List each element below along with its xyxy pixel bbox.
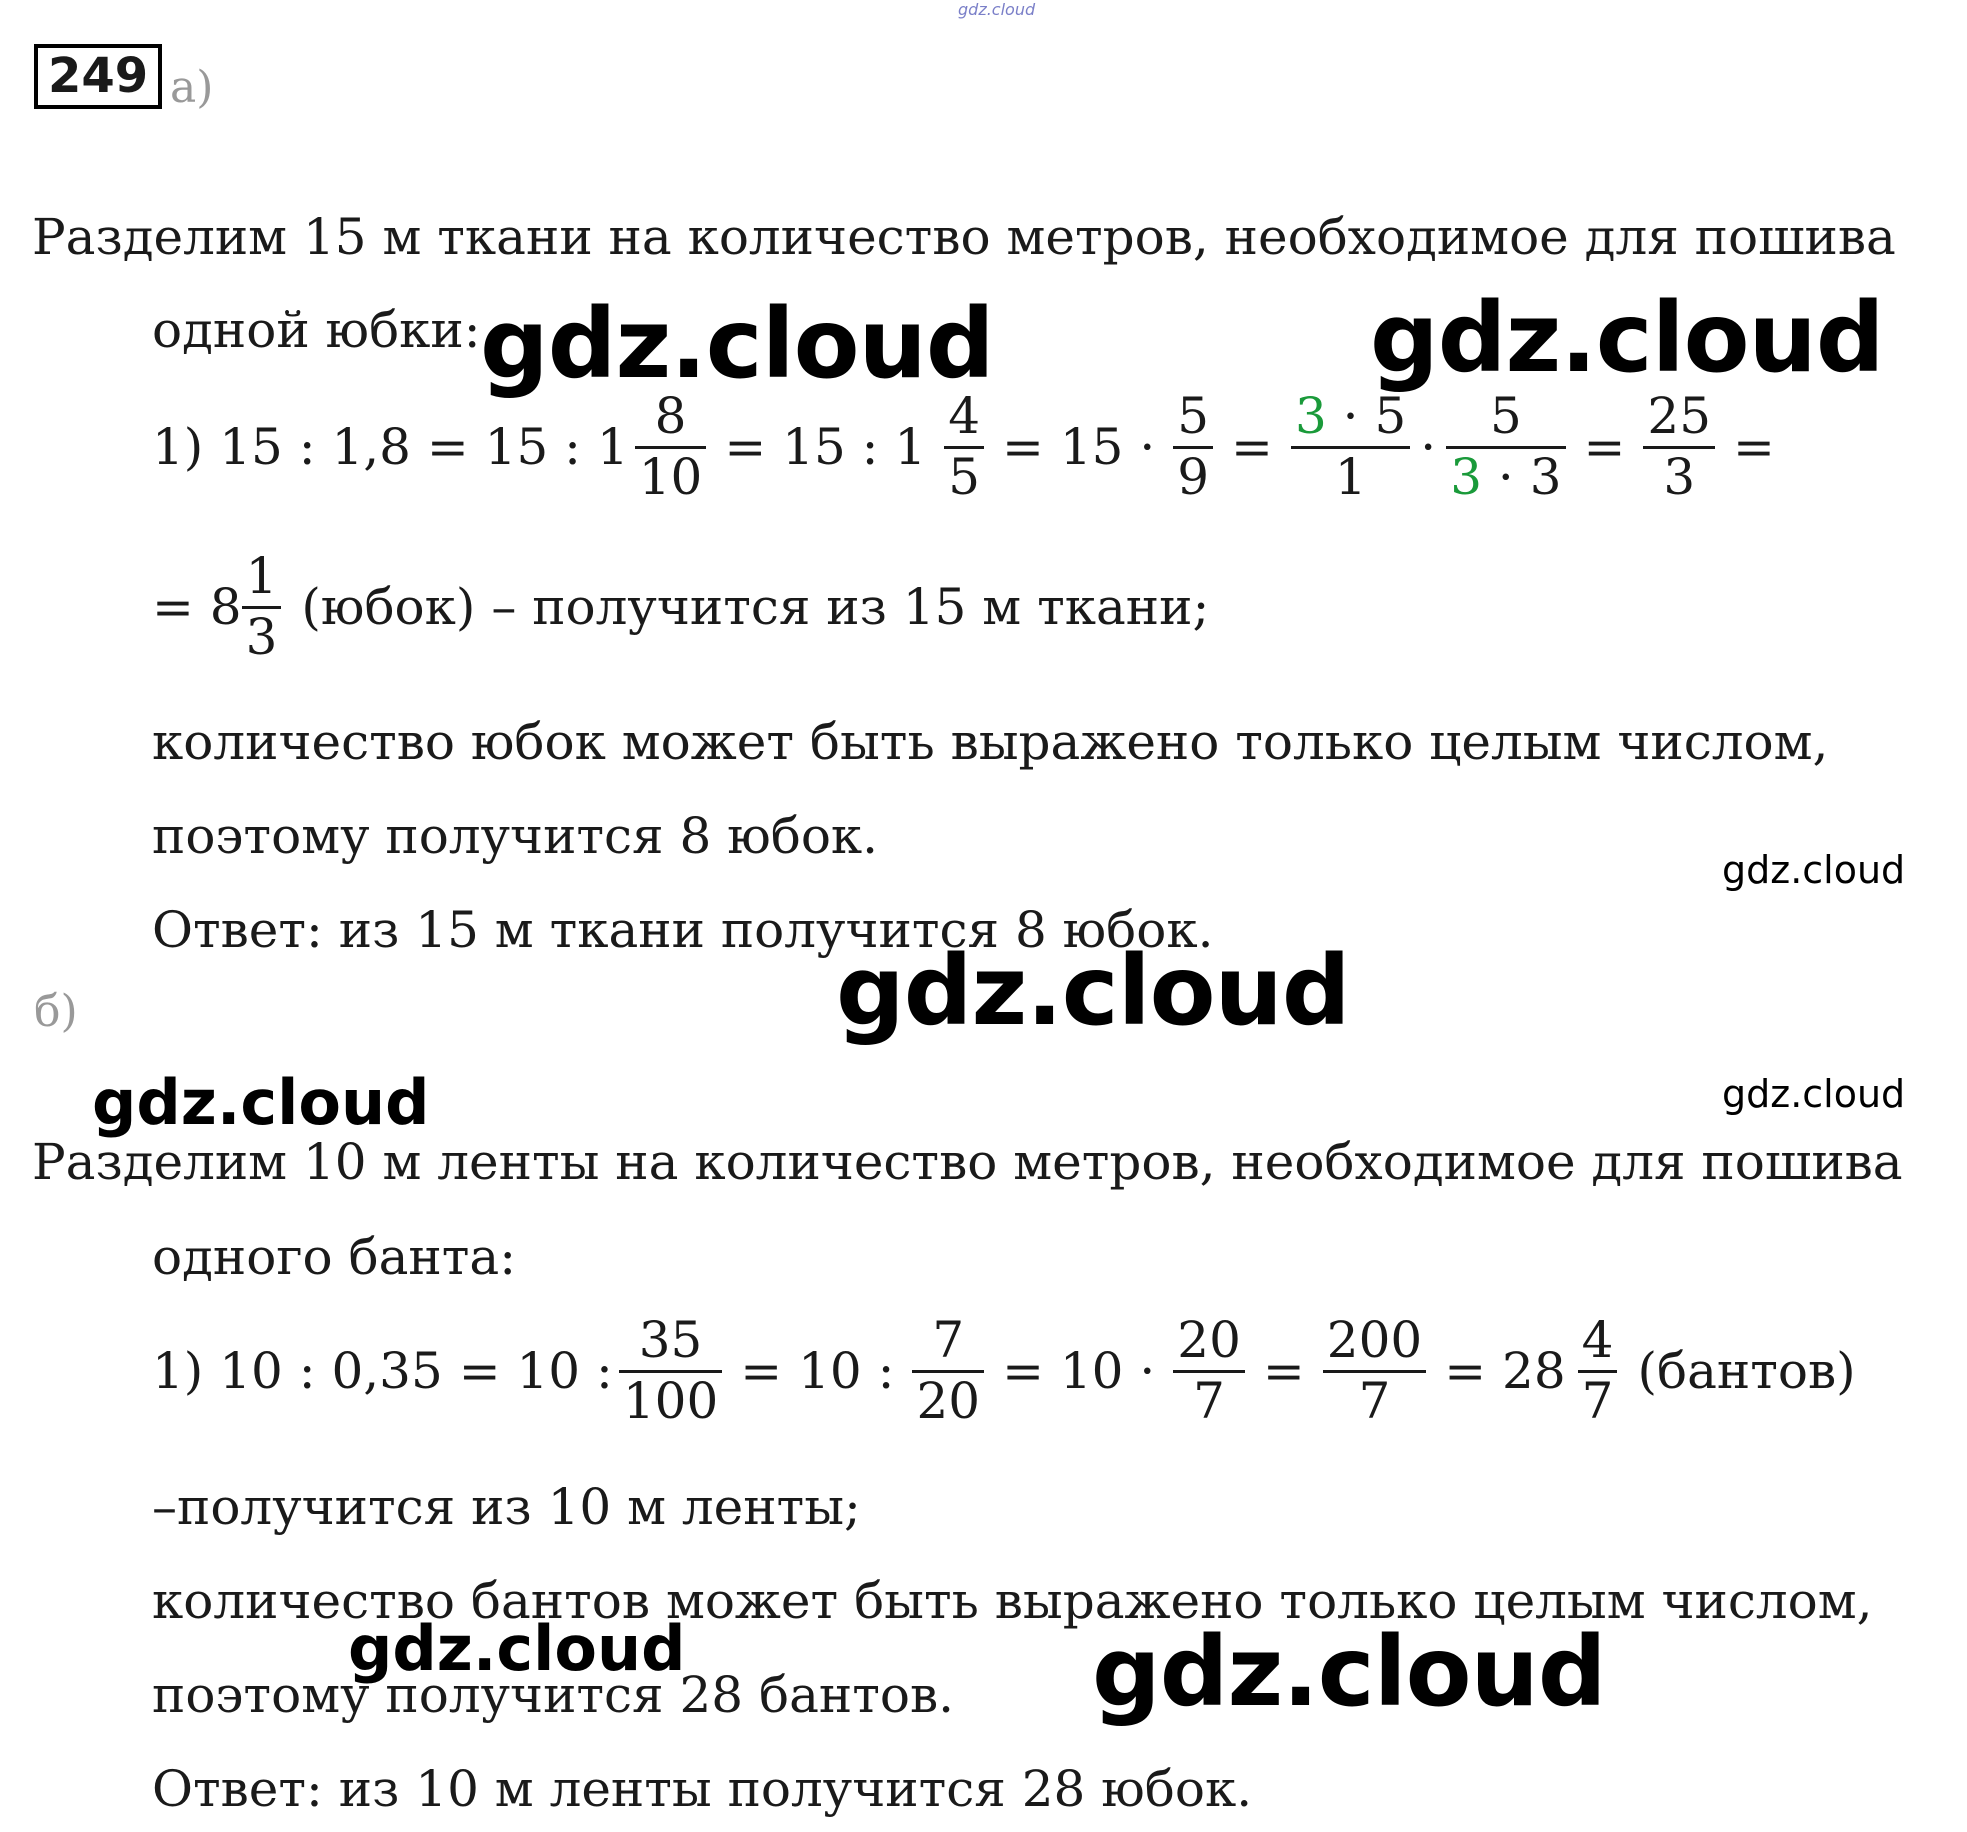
a-eq1-prefix: 1) 15 : 1,8 = 15 : 1 bbox=[152, 418, 629, 476]
task-number-box: 249 bbox=[34, 44, 162, 109]
b-result-line: –получится из 10 м ленты; bbox=[152, 1478, 861, 1536]
watermark: gdz.cloud bbox=[836, 935, 1350, 1047]
fraction: $\frac{5}{9}$ bbox=[1173, 388, 1213, 506]
fraction-green-denominator: $\frac{5}{3 \cdot 3}$ bbox=[1446, 388, 1565, 506]
b-count-line2: поэтому получится 28 бантов. bbox=[152, 1666, 955, 1724]
watermark: gdz.cloud bbox=[1370, 282, 1884, 394]
b-intro-line2: одного банта: bbox=[152, 1228, 517, 1286]
watermark: gdz.cloud bbox=[92, 1066, 430, 1139]
watermark: gdz.cloud bbox=[480, 288, 994, 400]
a-equation-2 bbox=[152, 548, 1209, 666]
part-a-label: а) bbox=[170, 62, 214, 113]
a-equation-1: 1) 15 : 1,8 = 15 : 1 $\frac{8}{10}$ = 15 : 1 $\frac{4}{5}$ = 15 · $\frac{5}{9}$ = $\frac{3 \cdot 5}{1}$ · $\frac{5}{3 \cdot 3}$ = $\frac{25}{3}$ = bbox=[152, 387, 1775, 506]
a-eq2-prefix: = 8 bbox=[152, 578, 242, 636]
b-equation-1: 1) 10 : 0,35 = 10 : $\frac{35}{100}$ = 10 : $\frac{7}{20}$ = 10 · $\frac{20}{7}$ = $\frac{200}{7}$ = 28 $\frac{4}{7}$ (бантов) bbox=[152, 1311, 1856, 1430]
b-count-line1: количество бантов может быть выражено только целым числом, bbox=[152, 1572, 1873, 1630]
watermark: gdz.cloud bbox=[1722, 1072, 1906, 1116]
part-b-label: б) bbox=[34, 986, 78, 1037]
a-eq2-suffix: (юбок) – получится из 15 м ткани; bbox=[301, 578, 1210, 636]
watermark: gdz.cloud bbox=[1722, 848, 1906, 892]
fraction: $\frac{35}{100}$ bbox=[619, 1312, 722, 1430]
watermark: gdz.cloud bbox=[1092, 1616, 1606, 1728]
watermark: gdz.cloud bbox=[348, 1612, 686, 1685]
fraction: $\frac{8}{10}$ bbox=[635, 388, 707, 506]
b-eq1-suffix: (бантов) bbox=[1637, 1342, 1856, 1400]
fraction: $\frac{4}{7}$ bbox=[1578, 1312, 1618, 1430]
fraction: $\frac{20}{7}$ bbox=[1173, 1312, 1245, 1430]
a-count-line2: поэтому получится 8 юбок. bbox=[152, 807, 879, 865]
top-watermark: gdz.cloud bbox=[958, 0, 1036, 19]
b-intro-line1: Разделим 10 м ленты на количество метров, необходимое для пошива bbox=[32, 1133, 1903, 1191]
b-answer: Ответ: из 10 м ленты получится 28 юбок. bbox=[152, 1760, 1253, 1818]
a-count-line1: количество юбок может быть выражено только целым числом, bbox=[152, 713, 1829, 771]
fraction: $\frac{1}{3}$ bbox=[242, 548, 282, 666]
fraction: $\frac{4}{5}$ bbox=[944, 388, 984, 506]
fraction: $\frac{7}{20}$ bbox=[912, 1312, 984, 1430]
fraction: $\frac{200}{7}$ bbox=[1323, 1312, 1426, 1430]
a-answer: Ответ: из 15 м ткани получится 8 юбок. bbox=[152, 901, 1214, 959]
a-intro-line1: Разделим 15 м ткани на количество метров, необходимое для пошива bbox=[32, 208, 1896, 266]
a-intro-line2: одной юбки: bbox=[152, 301, 481, 359]
fraction-green-numerator: $\frac{3 \cdot 5}{1}$ bbox=[1291, 388, 1410, 506]
b-eq1-prefix: 1) 10 : 0,35 = 10 : bbox=[152, 1342, 613, 1400]
fraction: $\frac{25}{3}$ bbox=[1643, 388, 1715, 506]
